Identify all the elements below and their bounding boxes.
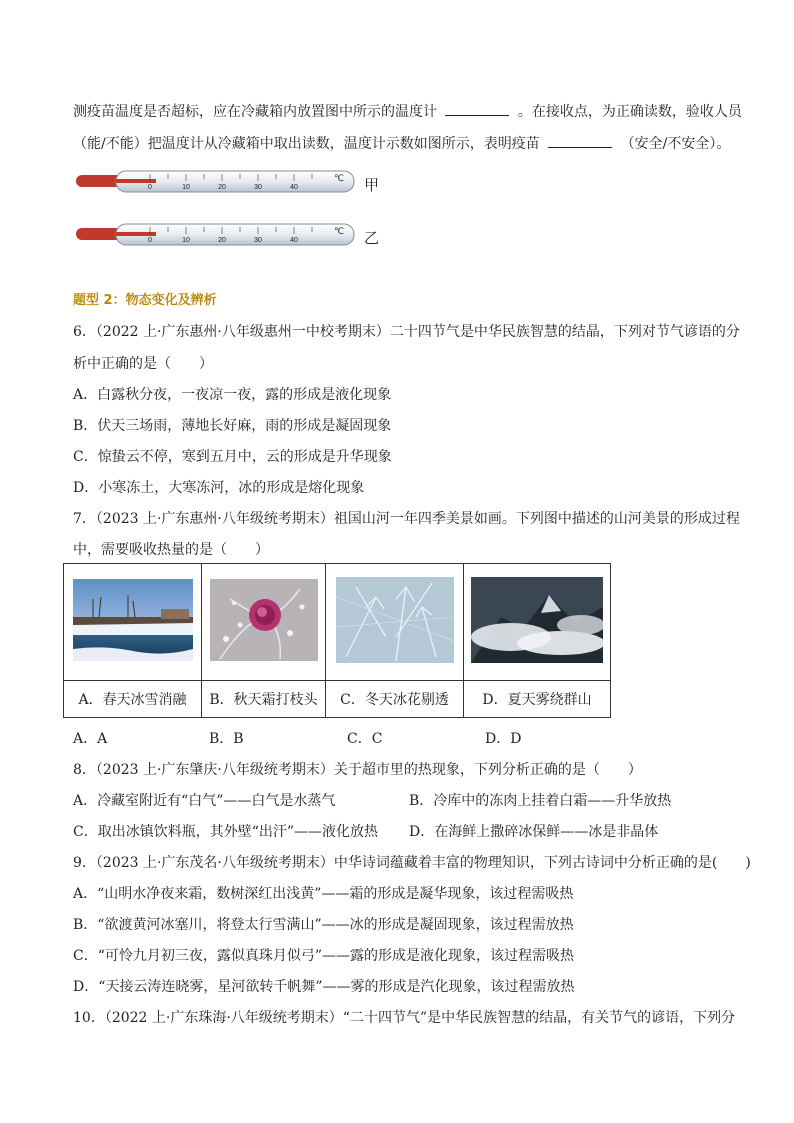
melting-ice-river-image [73, 579, 193, 661]
tick-label: 0 [148, 184, 152, 191]
q8-stem: 8．（2023 上·广东肇庆·八年级统考期末）关于超市里的热现象，下列分析正确的是（ ） [73, 762, 642, 778]
q9-option-d[interactable]: D．“天接云涛连晓雾，星河欲转千帆舞”——雾的形成是汽化现象，该过程需放热 [73, 979, 575, 995]
intro-line-2: （能/不能）把温度计从冷藏箱中取出读数，温度计示数如图所示，表明疫苗 （安全/不安全）。 [73, 133, 730, 153]
thermometer-jia [76, 170, 356, 194]
q8-option-c[interactable]: C．取出冰镇饮料瓶，其外壁“出汗”——液化放热 [73, 824, 379, 840]
q6-option-d[interactable]: D．小寒冻土，大寒冻河，冰的形成是熔化现象 [73, 480, 365, 496]
q6-stem-2: 析中正确的是（ ） [73, 356, 213, 372]
q7-option-b[interactable]: B．B [209, 731, 244, 747]
tick-label: 20 [218, 237, 226, 244]
ice-flower-image [336, 577, 454, 663]
thermometer-bulb [76, 175, 122, 187]
figure-cell-b [202, 564, 326, 681]
frosted-rose-image [210, 579, 318, 661]
fog-mountain-image [471, 577, 603, 663]
q7-option-c[interactable]: C．C [347, 731, 383, 747]
q8-option-a[interactable]: A．冷藏室附近有“白气”——白气是水蒸气 [73, 793, 336, 809]
q6-option-c[interactable]: C．惊蛰云不停，寒到五月中，云的形成是升华现象 [73, 449, 392, 465]
section-title: 题型 2：物态变化及辨析 [73, 293, 217, 308]
unit-label: ℃ [333, 174, 345, 184]
q7-option-d[interactable]: D．D [485, 731, 522, 747]
caption-d: D．夏天雾绕群山 [464, 681, 611, 718]
figure-cell-d [464, 564, 611, 681]
tick-label: 30 [254, 237, 262, 244]
intro-line-1: 测疫苗温度是否超标，应在冷藏箱内放置图中所示的温度计 。在接收点，为正确读数，验收人员 [73, 101, 742, 121]
tick-label: 10 [182, 237, 190, 244]
thermometer-yi [76, 223, 356, 247]
tick-label: 30 [254, 184, 262, 191]
tick-label: 0 [148, 237, 152, 244]
q9-stem: 9．（2023 上·广东茂名·八年级统考期末）中华诗词蕴藏着丰富的物理知识，下列古诗词中分析正确的是( ) [73, 855, 751, 871]
q9-option-a[interactable]: A．“山明水净夜来霜，数树深红出浅黄”——霜的形成是凝华现象，该过程需吸热 [73, 886, 574, 902]
tick-label: 20 [218, 184, 226, 191]
q7-stem-1: 7．（2023 上·广东惠州·八年级统考期末）祖国山河一年四季美景如画。下列图中描述的山河美景的形成过程 [73, 511, 740, 527]
tick-label: 40 [290, 184, 298, 191]
caption-c: C．冬天冰花剔透 [326, 681, 464, 718]
q6-option-b[interactable]: B．伏天三场雨，薄地长好麻，雨的形成是凝固现象 [73, 418, 392, 434]
q10-stem: 10．（2022 上·广东珠海·八年级统考期末）“二十四节气”是中华民族智慧的结晶，有关节气的谚语，下列分 [73, 1010, 736, 1026]
answer-blank-1[interactable] [445, 101, 509, 116]
answer-blank-2[interactable] [548, 133, 612, 148]
caption-a: A．春天冰雪消融 [64, 681, 202, 718]
q8-option-b[interactable]: B．冷库中的冻肉上挂着白霜——升华放热 [409, 793, 672, 809]
tick-label: 10 [182, 184, 190, 191]
q8-option-d[interactable]: D．在海鲜上撒碎冰保鲜——冰是非晶体 [409, 824, 659, 840]
q7-option-a[interactable]: A．A [73, 731, 108, 747]
tick-label: 40 [290, 237, 298, 244]
thermometer-label-yi: 乙 [364, 229, 380, 247]
q7-figure-table [63, 563, 611, 718]
unit-label: ℃ [333, 227, 345, 237]
q6-stem-1: 6．（2022 上·广东惠州·八年级惠州一中校考期末）二十四节气是中华民族智慧的结晶，下列对节气谚语的分 [73, 324, 740, 340]
q9-option-c[interactable]: C．“可怜九月初三夜，露似真珠月似弓”——露的形成是液化现象，该过程需吸热 [73, 948, 575, 964]
thermometer-bulb [76, 228, 122, 240]
figure-cell-a [64, 564, 202, 681]
q9-option-b[interactable]: B．“欲渡黄河冰塞川，将登太行雪满山”——冰的形成是凝固现象，该过程需放热 [73, 917, 574, 933]
caption-b: B．秋天霜打枝头 [202, 681, 326, 718]
q7-stem-2: 中，需要吸收热量的是（ ） [73, 542, 269, 558]
thermometer-label-jia: 甲 [364, 176, 380, 194]
figure-cell-c [326, 564, 464, 681]
q6-option-a[interactable]: A．白露秋分夜，一夜凉一夜，露的形成是液化现象 [73, 387, 392, 403]
